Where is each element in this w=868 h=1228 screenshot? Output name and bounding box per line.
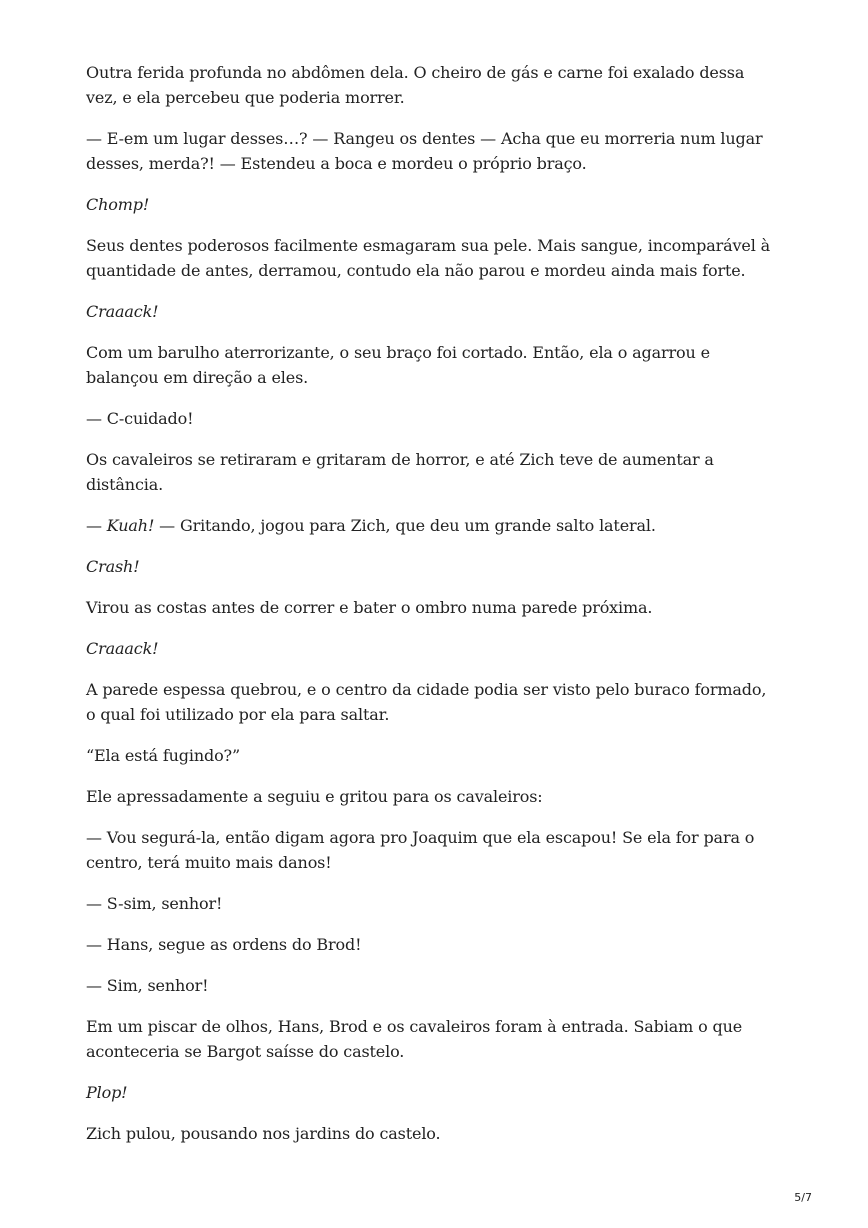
paragraph: Seus dentes poderosos facilmente esmagaram sua pele. Mais sangue, incomparável à quantidade de antes, derramou, contudo ela não parou e mordeu ainda mais forte. (86, 236, 771, 280)
dialogue-line: — S-sim, senhor! (86, 894, 223, 913)
document-body (86, 60, 776, 1162)
dialogue-dash: — (86, 516, 107, 535)
dialogue-line: — Hans, segue as ordens do Brod! (86, 935, 362, 954)
paragraph: Outra ferida profunda no abdômen dela. O cheiro de gás e carne foi exalado dessa vez, e ela percebeu que poderia morrer. (86, 63, 745, 107)
sound-effect: Plop! (86, 1083, 128, 1102)
sound-effect: Chomp! (86, 195, 150, 214)
paragraph: A parede espessa quebrou, e o centro da cidade podia ser visto pelo buraco formado, o qual foi utilizado por ela para saltar. (86, 680, 767, 724)
dialogue-line: — Sim, senhor! (86, 976, 209, 995)
dialogue-line: — C-cuidado! (86, 409, 194, 428)
paragraph: Zich pulou, pousando nos jardins do castelo. (86, 1124, 441, 1143)
dialogue-rest: — Gritando, jogou para Zich, que deu um grande salto lateral. (154, 516, 656, 535)
sound-effect: Craaack! (86, 302, 159, 321)
paragraph: — E-em um lugar desses…? — Rangeu os dentes — Acha que eu morreria num lugar desses, merda?! — Estendeu a boca e mordeu o próprio braço. (86, 129, 763, 173)
thought-line: “Ela está fugindo?” (86, 746, 241, 765)
paragraph: Os cavaleiros se retiraram e gritaram de horror, e até Zich teve de aumentar a distância. (86, 450, 714, 494)
sound-effect: Craaack! (86, 639, 159, 658)
dialogue-exclamation: Kuah! (106, 516, 155, 535)
page-number: 5/7 (794, 1191, 812, 1204)
paragraph: Em um piscar de olhos, Hans, Brod e os cavaleiros foram à entrada. Sabiam o que aconteceria se Bargot saísse do castelo. (86, 1017, 743, 1061)
sound-effect: Crash! (86, 557, 140, 576)
dialogue-line (86, 513, 776, 538)
paragraph: Com um barulho aterrorizante, o seu braço foi cortado. Então, ela o agarrou e balançou em direção a eles. (86, 343, 710, 387)
paragraph: Virou as costas antes de correr e bater o ombro numa parede próxima. (86, 598, 653, 617)
paragraph: Ele apressadamente a seguiu e gritou para os cavaleiros: (86, 787, 543, 806)
dialogue-line: — Vou segurá-la, então digam agora pro Joaquim que ela escapou! Se ela for para o centro, terá muito mais danos! (86, 828, 755, 872)
